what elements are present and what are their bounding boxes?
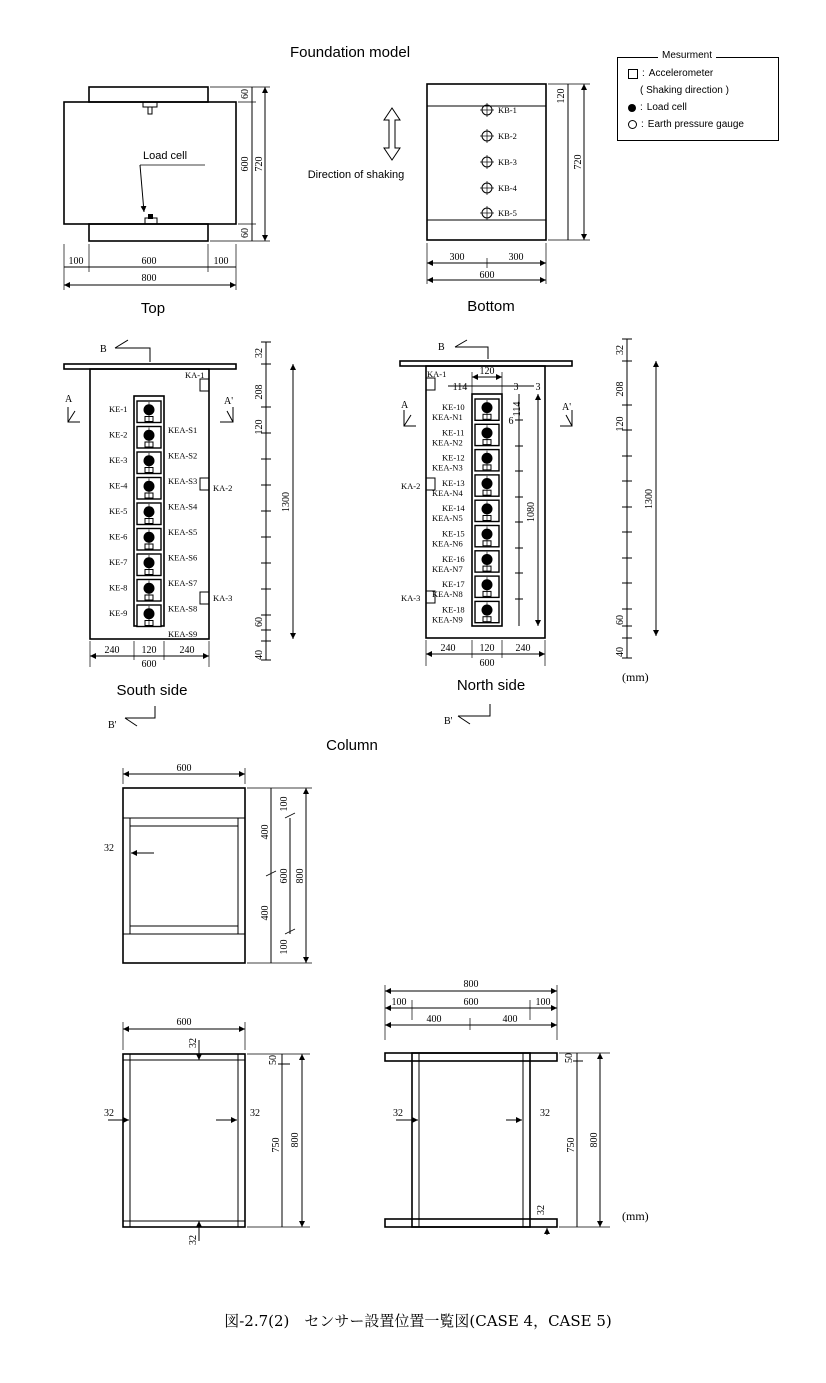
bottom-view (427, 84, 590, 284)
accelerometer-icon (628, 69, 638, 79)
north-dim-h-3: 240 (515, 643, 531, 654)
top-dim-v-total: 720 (254, 156, 265, 172)
column-right-dim-100a: 100 (391, 997, 407, 1008)
north-dim-v-32: 32 (615, 345, 626, 355)
load-cell-label: Load cell (143, 150, 188, 162)
column-right-dim-100b: 100 (535, 997, 551, 1008)
column-left-dim-50: 50 (268, 1055, 279, 1065)
north-dim-v-120: 120 (615, 416, 626, 432)
north-pressure-gauge-label: KEA-N2 (432, 437, 463, 448)
north-pressure-gauge-label: KEA-N3 (432, 462, 463, 473)
column-right-dim-800b: 800 (589, 1132, 600, 1148)
column-right-dim-32-right: 32 (540, 1108, 550, 1119)
north-dim-v-208: 208 (615, 381, 626, 397)
south-pressure-gauge-label: KEA-S5 (168, 527, 198, 537)
south-pressure-gauge-label: KEA-S1 (168, 425, 198, 435)
south-dim-v-208: 208 (254, 384, 265, 400)
column-bottom-left-section (104, 1017, 310, 1245)
legend-accelerometer: : Accelerometer (628, 68, 713, 79)
top-dim-v-1: 60 (240, 89, 251, 99)
column-right-dim-400a: 400 (426, 1014, 442, 1025)
top-view (64, 87, 270, 290)
legend-shaking (640, 85, 729, 96)
south-dim-v-32: 32 (254, 348, 265, 358)
column-top-dim-600: 600 (279, 868, 290, 884)
south-load-cell-label: KE-8 (109, 582, 128, 593)
north-dim-v-40: 40 (615, 647, 626, 657)
south-load-cell-label: KE-7 (109, 557, 128, 567)
south-load-cell-label: KE-1 (109, 404, 128, 414)
legend-load-cell: : Load cell (628, 102, 687, 113)
kb-gauge-label: KB-5 (498, 208, 517, 218)
north-section-a-prime: A' (562, 402, 572, 413)
north-dim-h-1: 240 (440, 643, 456, 654)
shaking-direction-arrow (308, 108, 405, 181)
column-left-dim-32-left: 32 (104, 1108, 114, 1119)
foundation-model-title: Foundation model (289, 44, 411, 61)
top-dim-v-2: 600 (240, 156, 251, 172)
north-load-cell-label: KE-14 (442, 503, 465, 514)
north-load-cell-label: KE-12 (442, 452, 465, 463)
south-side-view (64, 340, 293, 731)
kb-gauge-label: KB-3 (498, 157, 517, 167)
bottom-dim-h-1: 300 (449, 252, 465, 263)
column-top-dim-100b: 100 (279, 939, 290, 955)
south-load-cell-label: KE-2 (109, 429, 128, 440)
bottom-dim-h-total: 600 (479, 270, 495, 281)
north-dim-h-2: 120 (479, 643, 495, 654)
south-dim-h-total: 600 (141, 659, 157, 670)
column-left-width: 600 (176, 1017, 192, 1028)
column-top-dim-400b: 400 (260, 905, 271, 921)
legend-title: Mesurment (658, 50, 716, 61)
north-ka-3: KA-3 (401, 593, 421, 603)
north-pressure-gauge-label: KEA-N9 (432, 614, 463, 625)
column-left-dim-800: 800 (290, 1132, 301, 1148)
north-dim-v-60: 60 (615, 615, 626, 625)
column-title: Column (326, 737, 378, 754)
south-load-cell-label: KE-6 (109, 531, 128, 542)
top-view-label: Top (140, 300, 166, 317)
column-right-dim-800: 800 (463, 979, 479, 990)
column-left-dim-750: 750 (271, 1137, 282, 1153)
column-right-dim-32-bottom: 32 (536, 1205, 547, 1215)
south-pressure-gauge-label: KEA-S4 (168, 501, 198, 512)
units-label-2: (mm) (622, 1209, 649, 1223)
north-side-label: North side (456, 677, 526, 694)
north-dim-inner-1080: 1080 (526, 502, 537, 522)
column-left-dim-32-right: 32 (250, 1108, 260, 1119)
column-left-dim-32-top: 32 (188, 1038, 199, 1048)
north-dim-120: 120 (479, 366, 495, 377)
north-load-cell-label: KE-18 (442, 604, 465, 615)
column-right-dim-50: 50 (564, 1053, 575, 1063)
south-section-a: A (65, 394, 73, 405)
south-pressure-gauge-label: KEA-S8 (168, 603, 198, 614)
figure-caption: 図-2.7(2) センサー設置位置一覧図(CASE 4，CASE 5) (224, 1312, 612, 1330)
south-side-label: South side (116, 682, 188, 699)
shaking-direction-label: Direction of shaking (307, 169, 405, 181)
load-cell-icon (628, 104, 636, 112)
south-dim-h-2: 120 (141, 645, 157, 656)
north-load-cell-label: KE-11 (442, 427, 465, 438)
north-dim-h-total: 600 (479, 658, 495, 669)
north-pressure-gauge-label: KEA-N4 (432, 487, 463, 498)
north-pressure-gauge-label: KEA-N7 (432, 563, 463, 574)
legend-earth-pressure: : Earth pressure gauge (628, 119, 744, 130)
north-load-cell-label: KE-10 (442, 402, 465, 412)
legend-load-cell-text: Load cell (646, 102, 687, 113)
bottom-view-label: Bottom (467, 298, 515, 315)
south-load-cell-label: KE-5 (109, 506, 128, 516)
column-right-dim-600: 600 (463, 997, 479, 1008)
north-pressure-gauge-label: KEA-N8 (432, 589, 463, 600)
north-dim-6: 6 (508, 416, 514, 427)
south-load-cell-label: KE-9 (109, 608, 128, 618)
column-top-dim-100a: 100 (279, 796, 290, 812)
legend-earth-pressure-text: Earth pressure gauge (647, 119, 744, 130)
bottom-dim-h-2: 300 (508, 252, 524, 263)
north-pressure-gauge-label: KEA-N6 (432, 538, 463, 549)
column-top-dim-32: 32 (104, 843, 114, 854)
column-right-dim-750: 750 (566, 1137, 577, 1153)
top-dim-h-2: 600 (141, 256, 157, 267)
north-dim-114-h: 114 (452, 382, 468, 393)
south-dim-h-3: 240 (179, 645, 195, 656)
kb-gauge-label: KB-1 (498, 105, 517, 115)
north-section-b: B (438, 342, 445, 353)
south-ka-2: KA-2 (213, 483, 233, 493)
bottom-dim-v-1: 120 (556, 88, 567, 104)
column-bottom-right-section (385, 979, 610, 1235)
column-right-dim-400b: 400 (502, 1014, 518, 1025)
north-ka-1: KA-1 (427, 369, 447, 379)
south-section-b: B (100, 344, 107, 355)
bottom-dim-v-total: 720 (573, 154, 584, 170)
north-dim-114-v: 114 (512, 401, 523, 417)
top-dim-h-3: 100 (213, 256, 229, 267)
units-label-1: (mm) (622, 670, 649, 684)
north-load-cell-label: KE-17 (442, 579, 465, 590)
north-section-a: A (401, 400, 409, 411)
legend-shaking-text: ( Shaking direction ) (640, 85, 729, 96)
north-dim-v-total: 1300 (644, 489, 655, 509)
north-pressure-gauge-label: KEA-N1 (432, 412, 463, 422)
north-load-cell-label: KE-13 (442, 477, 465, 488)
legend-accelerometer-text: Accelerometer (648, 68, 714, 79)
column-top-section (104, 763, 312, 963)
south-dim-v-60: 60 (254, 617, 265, 627)
kb-gauge-label: KB-2 (498, 131, 517, 141)
south-dim-v-40: 40 (254, 650, 265, 660)
top-dim-h-total: 800 (141, 273, 157, 284)
kb-gauge-label: KB-4 (498, 183, 517, 193)
column-top-dim-800: 800 (295, 868, 306, 884)
south-ka-1: KA-1 (185, 370, 205, 380)
south-dim-h-1: 240 (104, 645, 120, 656)
south-load-cell-label: KE-3 (109, 455, 128, 465)
south-dim-v-120: 120 (254, 419, 265, 435)
south-pressure-gauge-label: KEA-S7 (168, 578, 198, 588)
north-pressure-gauge-label: KEA-N5 (432, 513, 463, 524)
top-dim-h-1: 100 (68, 256, 84, 267)
column-left-dim-32-bottom: 32 (188, 1235, 199, 1245)
south-ka-3: KA-3 (213, 593, 233, 603)
north-load-cell-label: KE-15 (442, 528, 465, 539)
north-dim-3-b: 3 (535, 382, 541, 393)
south-load-cell-label: KE-4 (109, 480, 128, 491)
north-ka-2: KA-2 (401, 481, 421, 491)
column-top-dim-400a: 400 (260, 824, 271, 840)
south-pressure-gauge-label: KEA-S6 (168, 552, 198, 563)
north-load-cell-label: KE-16 (442, 553, 465, 564)
north-dim-3-a: 3 (513, 382, 519, 393)
column-right-dim-32-left: 32 (393, 1108, 403, 1119)
north-side-view (400, 339, 656, 727)
south-section-b-prime: B' (108, 720, 117, 731)
top-dim-v-3: 60 (240, 228, 251, 238)
south-pressure-gauge-label: KEA-S2 (168, 450, 198, 461)
south-pressure-gauge-label: KEA-S3 (168, 476, 198, 486)
north-section-b-prime: B' (444, 716, 453, 727)
south-pressure-gauge-label: KEA-S9 (168, 629, 198, 639)
south-section-a-prime: A' (224, 396, 234, 407)
south-dim-v-total: 1300 (281, 492, 292, 512)
earth-pressure-gauge-icon (628, 120, 637, 129)
column-top-width: 600 (176, 763, 192, 774)
